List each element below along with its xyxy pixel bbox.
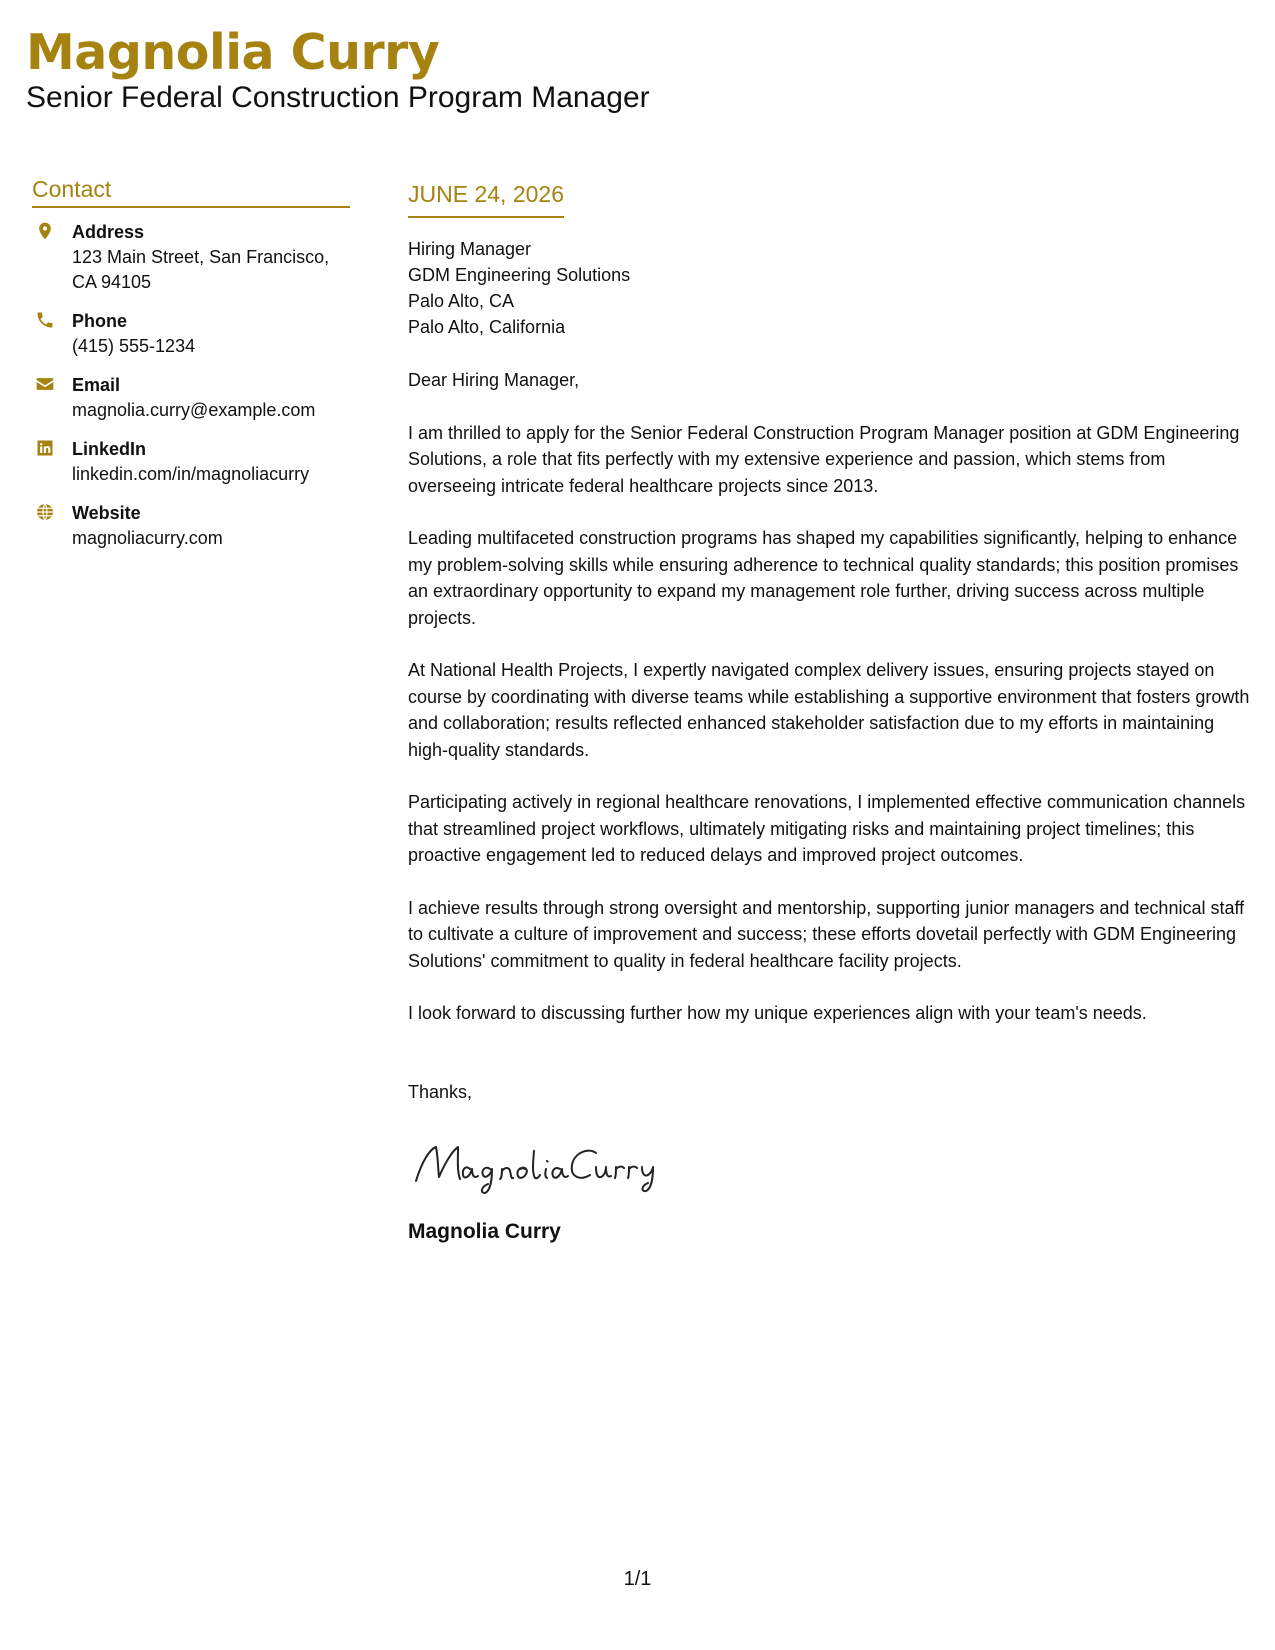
contact-phone [32,309,350,359]
contact-value: linkedin.com/in/magnoliacurry [72,464,310,484]
paragraph: Participating actively in regional healthcare renovations, I implemented effective communication channels that streamlined project workflows, ultimately mitigating risks and maintaining project timelines; this proactive engagement led to reduced delays and improved project outcomes. [408,792,1246,865]
closing: Thanks, [408,1081,473,1102]
signer-name: Magnolia Curry [408,1220,561,1243]
contact-value: magnoliacurry.com [72,528,223,548]
recipient-block [408,236,1250,340]
contact-label: LinkedIn [72,439,147,459]
contact-website [32,501,350,551]
header [26,22,650,116]
candidate-role: Senior Federal Construction Program Manager [26,81,650,114]
paragraph: At National Health Projects, I expertly navigated complex delivery issues, ensuring projects stayed on course by coordinating with diverse teams while establishing a supportive environment that fosters growth and collaboration; results reflected enhanced stakeholder satisfaction due to my efforts in maintaining high-quality standards. [408,660,1250,760]
contact-label: Email [72,375,121,395]
paragraph: I am thrilled to apply for the Senior Federal Construction Program Manager position at GDM Engineering Solutions, a role that fits perfectly with my extensive experience and passion, which stems from overseeing intricate federal healthcare projects since 2013. [408,422,1240,496]
recipient-line: Palo Alto, CA [408,291,515,311]
contact-email [32,373,350,423]
recipient-line: Hiring Manager [408,239,532,259]
contact-label: Address [72,222,145,242]
page-number: 1/1 [623,1568,652,1590]
contact-label: Phone [72,311,128,331]
greeting: Dear Hiring Manager, [408,370,580,390]
contact-value: magnolia.curry@example.com [72,400,316,420]
linkedin-icon [34,437,56,459]
recipient-line: GDM Engineering Solutions [408,265,631,285]
paragraph: I look forward to discussing further how my unique experiences align with your team's needs. [408,1003,1147,1023]
contact-address [32,220,350,295]
contact-title: Contact [32,176,350,208]
contact-sidebar [32,176,350,565]
paragraph: Leading multifaceted construction programs has shaped my capabilities significantly, helping to enhance my problem-solving skills while ensuring adherence to technical quality standards; this position promises an extraordinary opportunity to expand my management role further, driving success across multiple projects. [408,528,1239,628]
contact-linkedin [32,437,350,487]
candidate-name: Magnolia Curry [26,24,440,81]
letter-date: JUNE 24, 2026 [408,176,564,218]
letter-body [408,176,1250,1246]
signature-image [408,1131,668,1201]
phone-icon [34,309,56,331]
contact-label: Website [72,503,141,523]
paragraph: I achieve results through strong oversight and mentorship, supporting junior managers and technical staff to cultivate a culture of improvement and success; these efforts dovetail perfectly with GDM Engineering Solutions' commitment to quality in federal healthcare facility projects. [408,897,1245,971]
envelope-icon [34,373,56,395]
contact-value: (415) 555-1234 [72,336,196,356]
signature [408,1131,1250,1201]
location-pin-icon [34,220,56,242]
globe-icon [34,501,56,523]
recipient-line: Palo Alto, California [408,317,566,337]
contact-value: 123 Main Street, San Francisco, CA 94105 [72,247,330,292]
